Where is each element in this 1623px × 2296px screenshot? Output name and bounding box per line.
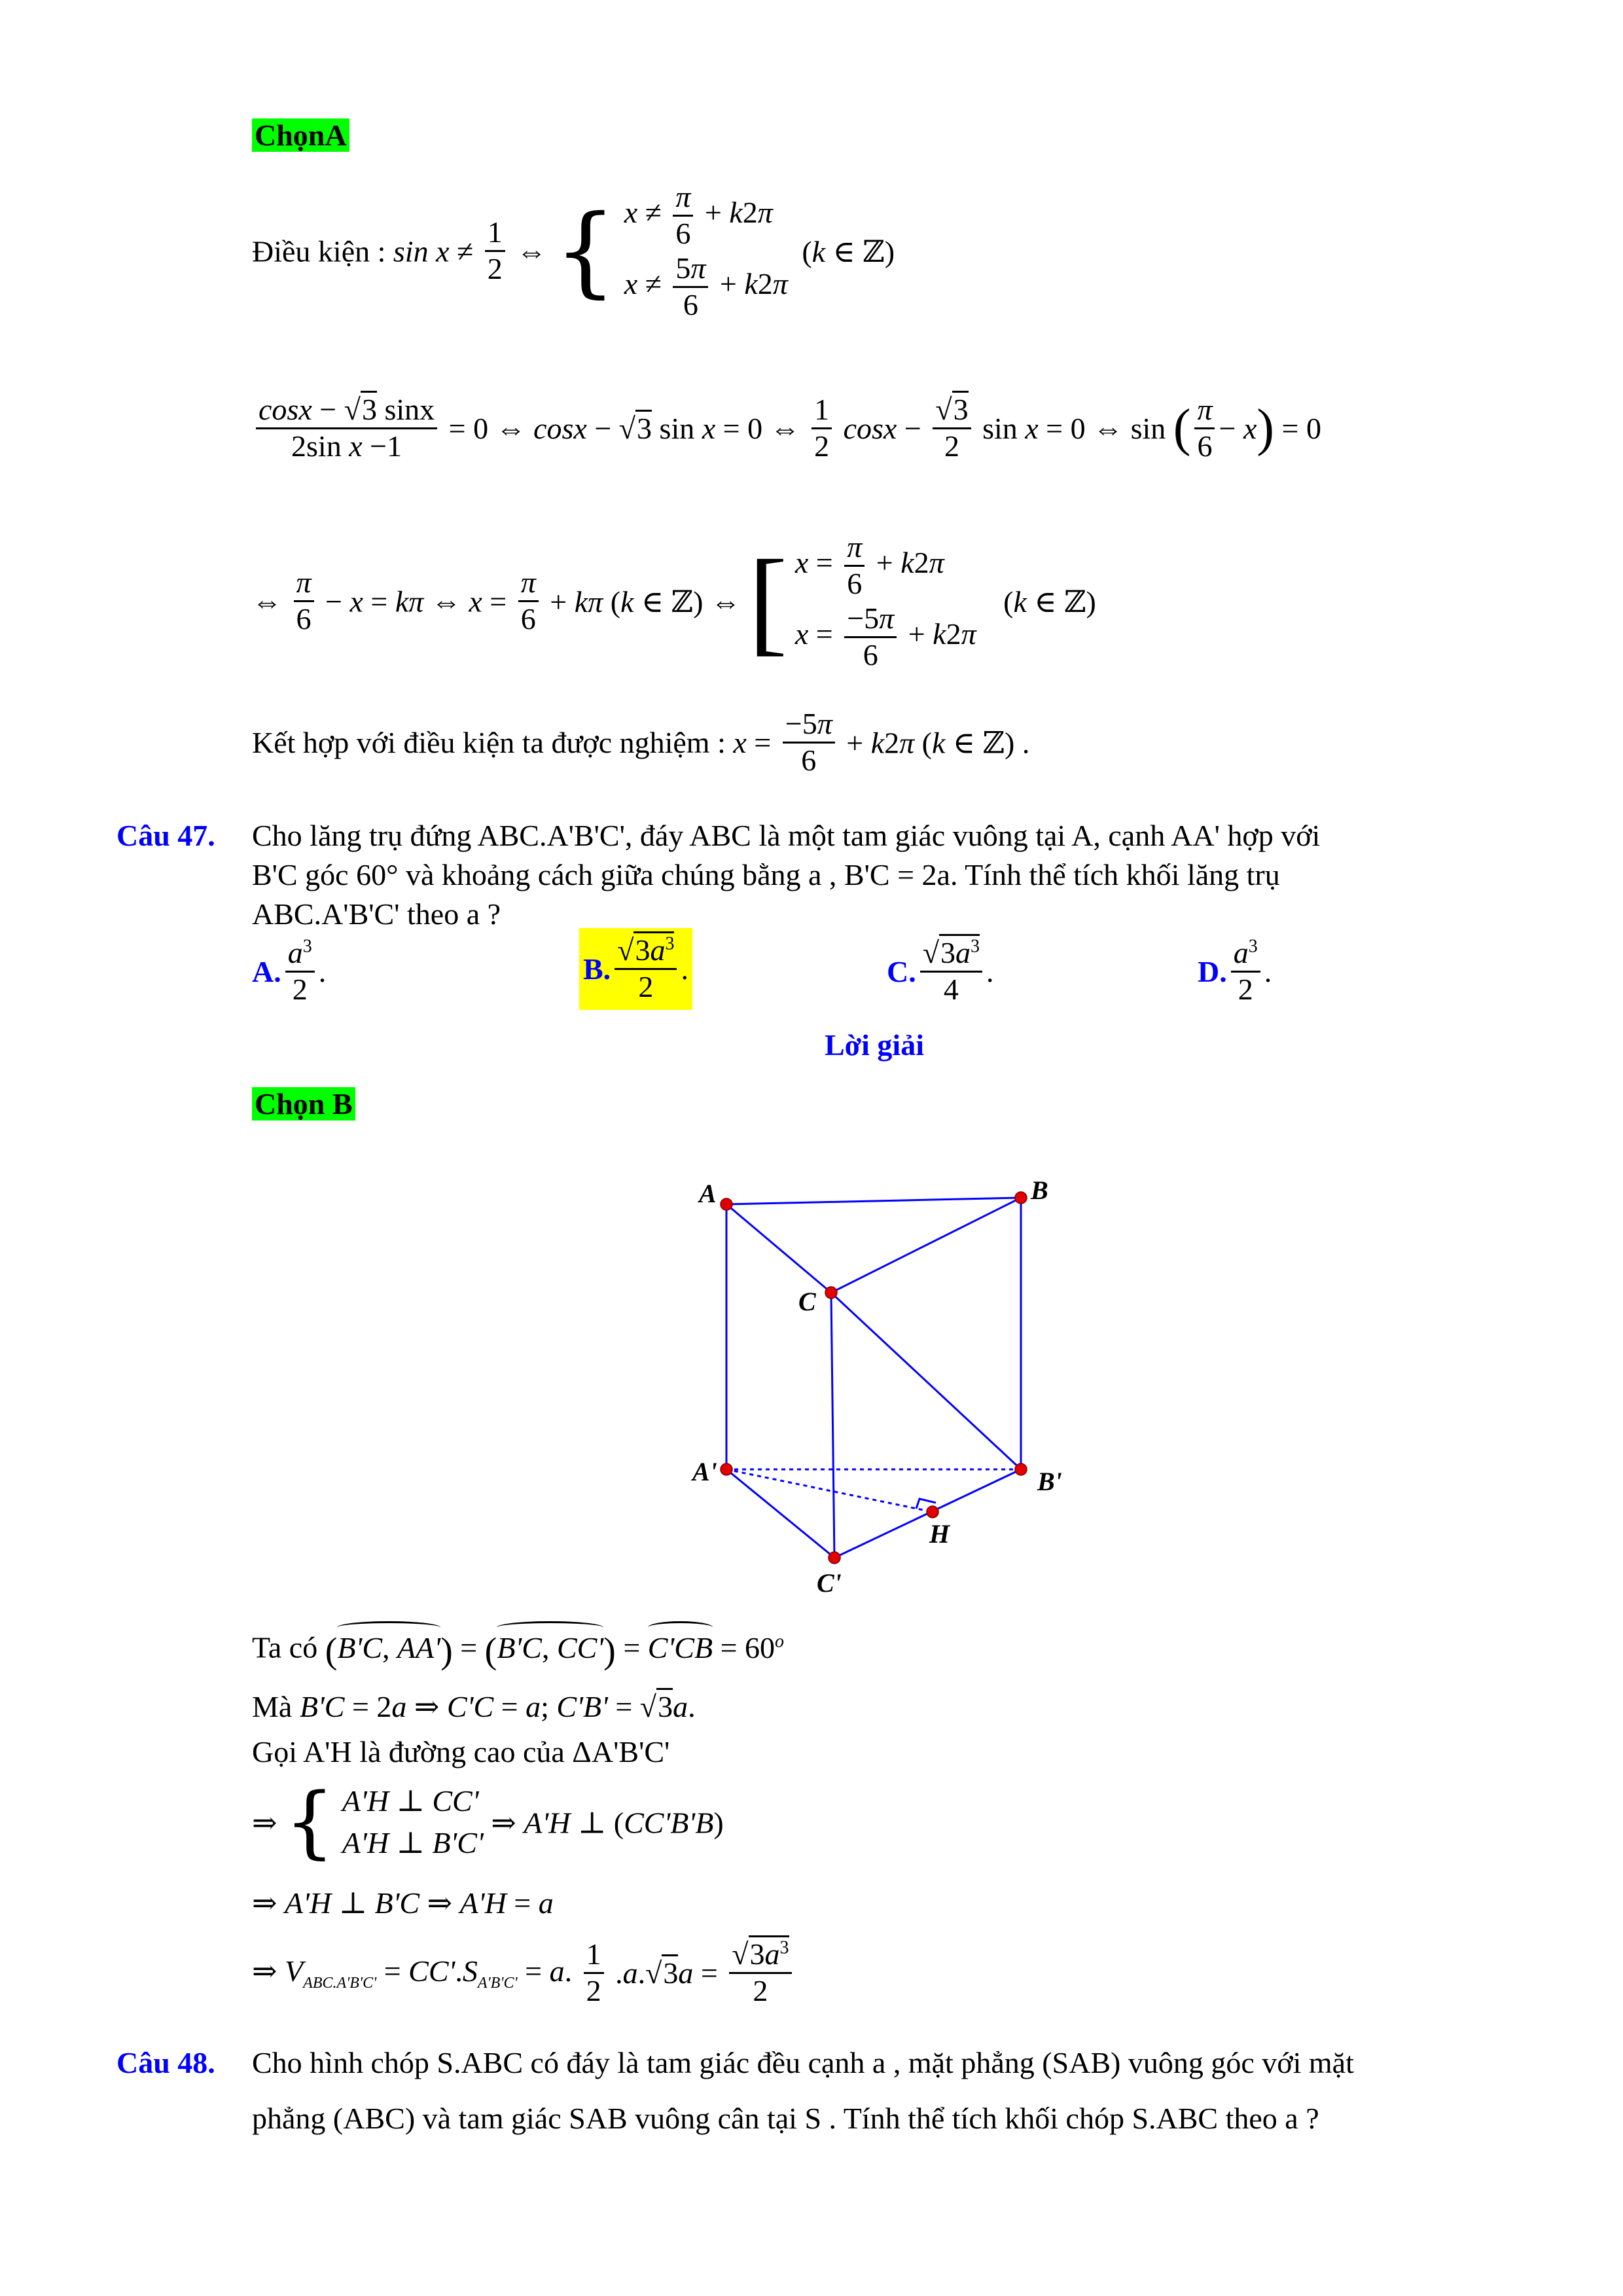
label-c-prime: C': [817, 1568, 842, 1598]
point-c: [825, 1287, 837, 1299]
question-47-number: Câu 47.: [116, 819, 215, 852]
question-47-line-2: B'C góc 60° và khoảng cách giữa chúng bằng a , B'C = 2a. Tính thể tích khối lăng trụ: [252, 858, 1280, 891]
segment-a-prime-h-dashed: [726, 1469, 933, 1512]
edge-a-prime-c-prime: [726, 1469, 834, 1558]
chon-b-label: Chọn B: [252, 1086, 355, 1121]
edge-ab: [726, 1198, 1021, 1204]
edge-cb-prime: [831, 1293, 1021, 1469]
prism-figure: [654, 1152, 1099, 1597]
result-line: Kết hợp với điều kiện ta được nghiệm : x = $\frac{-5\pi}{6}$ + k2π (k ∈ ℤ) .: [252, 707, 1030, 777]
chon-a-label: ChọnA: [252, 118, 349, 152]
point-a-prime: [721, 1463, 732, 1475]
question-47-line-3: ABC.A'B'C' theo a ?: [252, 897, 501, 931]
equation-line-1: $\frac{\cos x - √3 \sin x}{\text{2sin x −1}}$ = 0 ⇔ cosx − √3 sin x = 0 ⇔ $\frac{1}{2}$ cosx − $\frac{√3}{2}$ sin x = 0 ⇔ sin ( $\frac{\pi}{6}$ − x) = 0: [252, 393, 1321, 464]
solution-line-ma: Mà B'C = 2a ⇒ C'C = a; C'B' = √3a.: [252, 1689, 696, 1724]
solution-line-ah: ⇒ A'H ⊥ B'C ⇒ A'H = a: [252, 1886, 554, 1920]
edge-ac: [726, 1204, 831, 1293]
point-c-prime: [829, 1552, 840, 1564]
label-a: A: [699, 1179, 717, 1208]
loi-giai-heading: Lời giải: [825, 1028, 924, 1062]
edge-cc-prime: [831, 1293, 834, 1558]
option-a: A. $\frac{a^3}{2}$ .: [252, 936, 327, 1006]
label-c: C: [798, 1287, 816, 1316]
label-h: H: [929, 1519, 950, 1549]
option-d: D. $\frac{a^3}{2}$ .: [1198, 936, 1272, 1006]
point-h: [927, 1506, 938, 1518]
question-48-number: Câu 48.: [116, 2046, 215, 2079]
condition-line: Điều kiện : sin x ≠ $\frac{1}{2}$ ⇔ { x ≠ $\frac{\pi}{6}$ + k2π x ≠ $\frac{5\pi}{6}$ + k2π (k ∈ ℤ): [252, 180, 895, 321]
option-c: C. $\frac{√3a^3}{4}$ .: [887, 936, 993, 1007]
label-b: B: [1031, 1175, 1048, 1205]
point-b: [1015, 1192, 1027, 1204]
question-48-line-1: Cho hình chóp S.ABC có đáy là tam giác đều cạnh a , mặt phẳng (SAB) vuông góc với mặt: [252, 2046, 1354, 2079]
label-b-prime: B': [1037, 1467, 1062, 1496]
solution-line-system: ⇒ { A'H ⊥ CC' A'H ⊥ B'C' ⇒ A'H ⊥ (CC'B'B): [252, 1776, 724, 1868]
question-47-line-1: Cho lăng trụ đứng ABC.A'B'C', đáy ABC là một tam giác vuông tại A, cạnh AA' hợp với: [252, 819, 1321, 852]
option-b-highlighted: B. $\frac{√3a^3}{2}$ .: [579, 928, 692, 1010]
edge-cb: [831, 1198, 1021, 1293]
question-48-line-2: phẳng (ABC) và tam giác SAB vuông cân tại S . Tính thể tích khối chóp S.ABC theo a ?: [252, 2102, 1319, 2135]
solution-line-goi: Gọi A'H là đường cao của ΔA'B'C': [252, 1735, 670, 1768]
solution-line-taco: Ta có (B'C, AA') = (B'C, $CC') = C'CB = 60^o$: [252, 1630, 785, 1671]
point-b-prime: [1015, 1463, 1027, 1475]
label-a-prime: A': [692, 1457, 717, 1486]
equation-line-2: ⇔ $\frac{\pi}{6}$ − x = kπ ⇔ x = $\frac{\pi}{6}$ + kπ (k ∈ ℤ) ⇔ [ x = $\frac{\pi}{6}$ + k2π x = $\frac{-5\pi}{6}$ + k2π (k ∈ ℤ): [252, 530, 1096, 672]
point-a: [721, 1198, 732, 1210]
solution-line-volume: ⇒ $V_{ABC.A'B'C'} = CC'.S_{A'B'C'} = a$. $\frac{1}{2}$ .a.√3a = $\frac{√3a^3}{2}$: [252, 1937, 796, 2009]
